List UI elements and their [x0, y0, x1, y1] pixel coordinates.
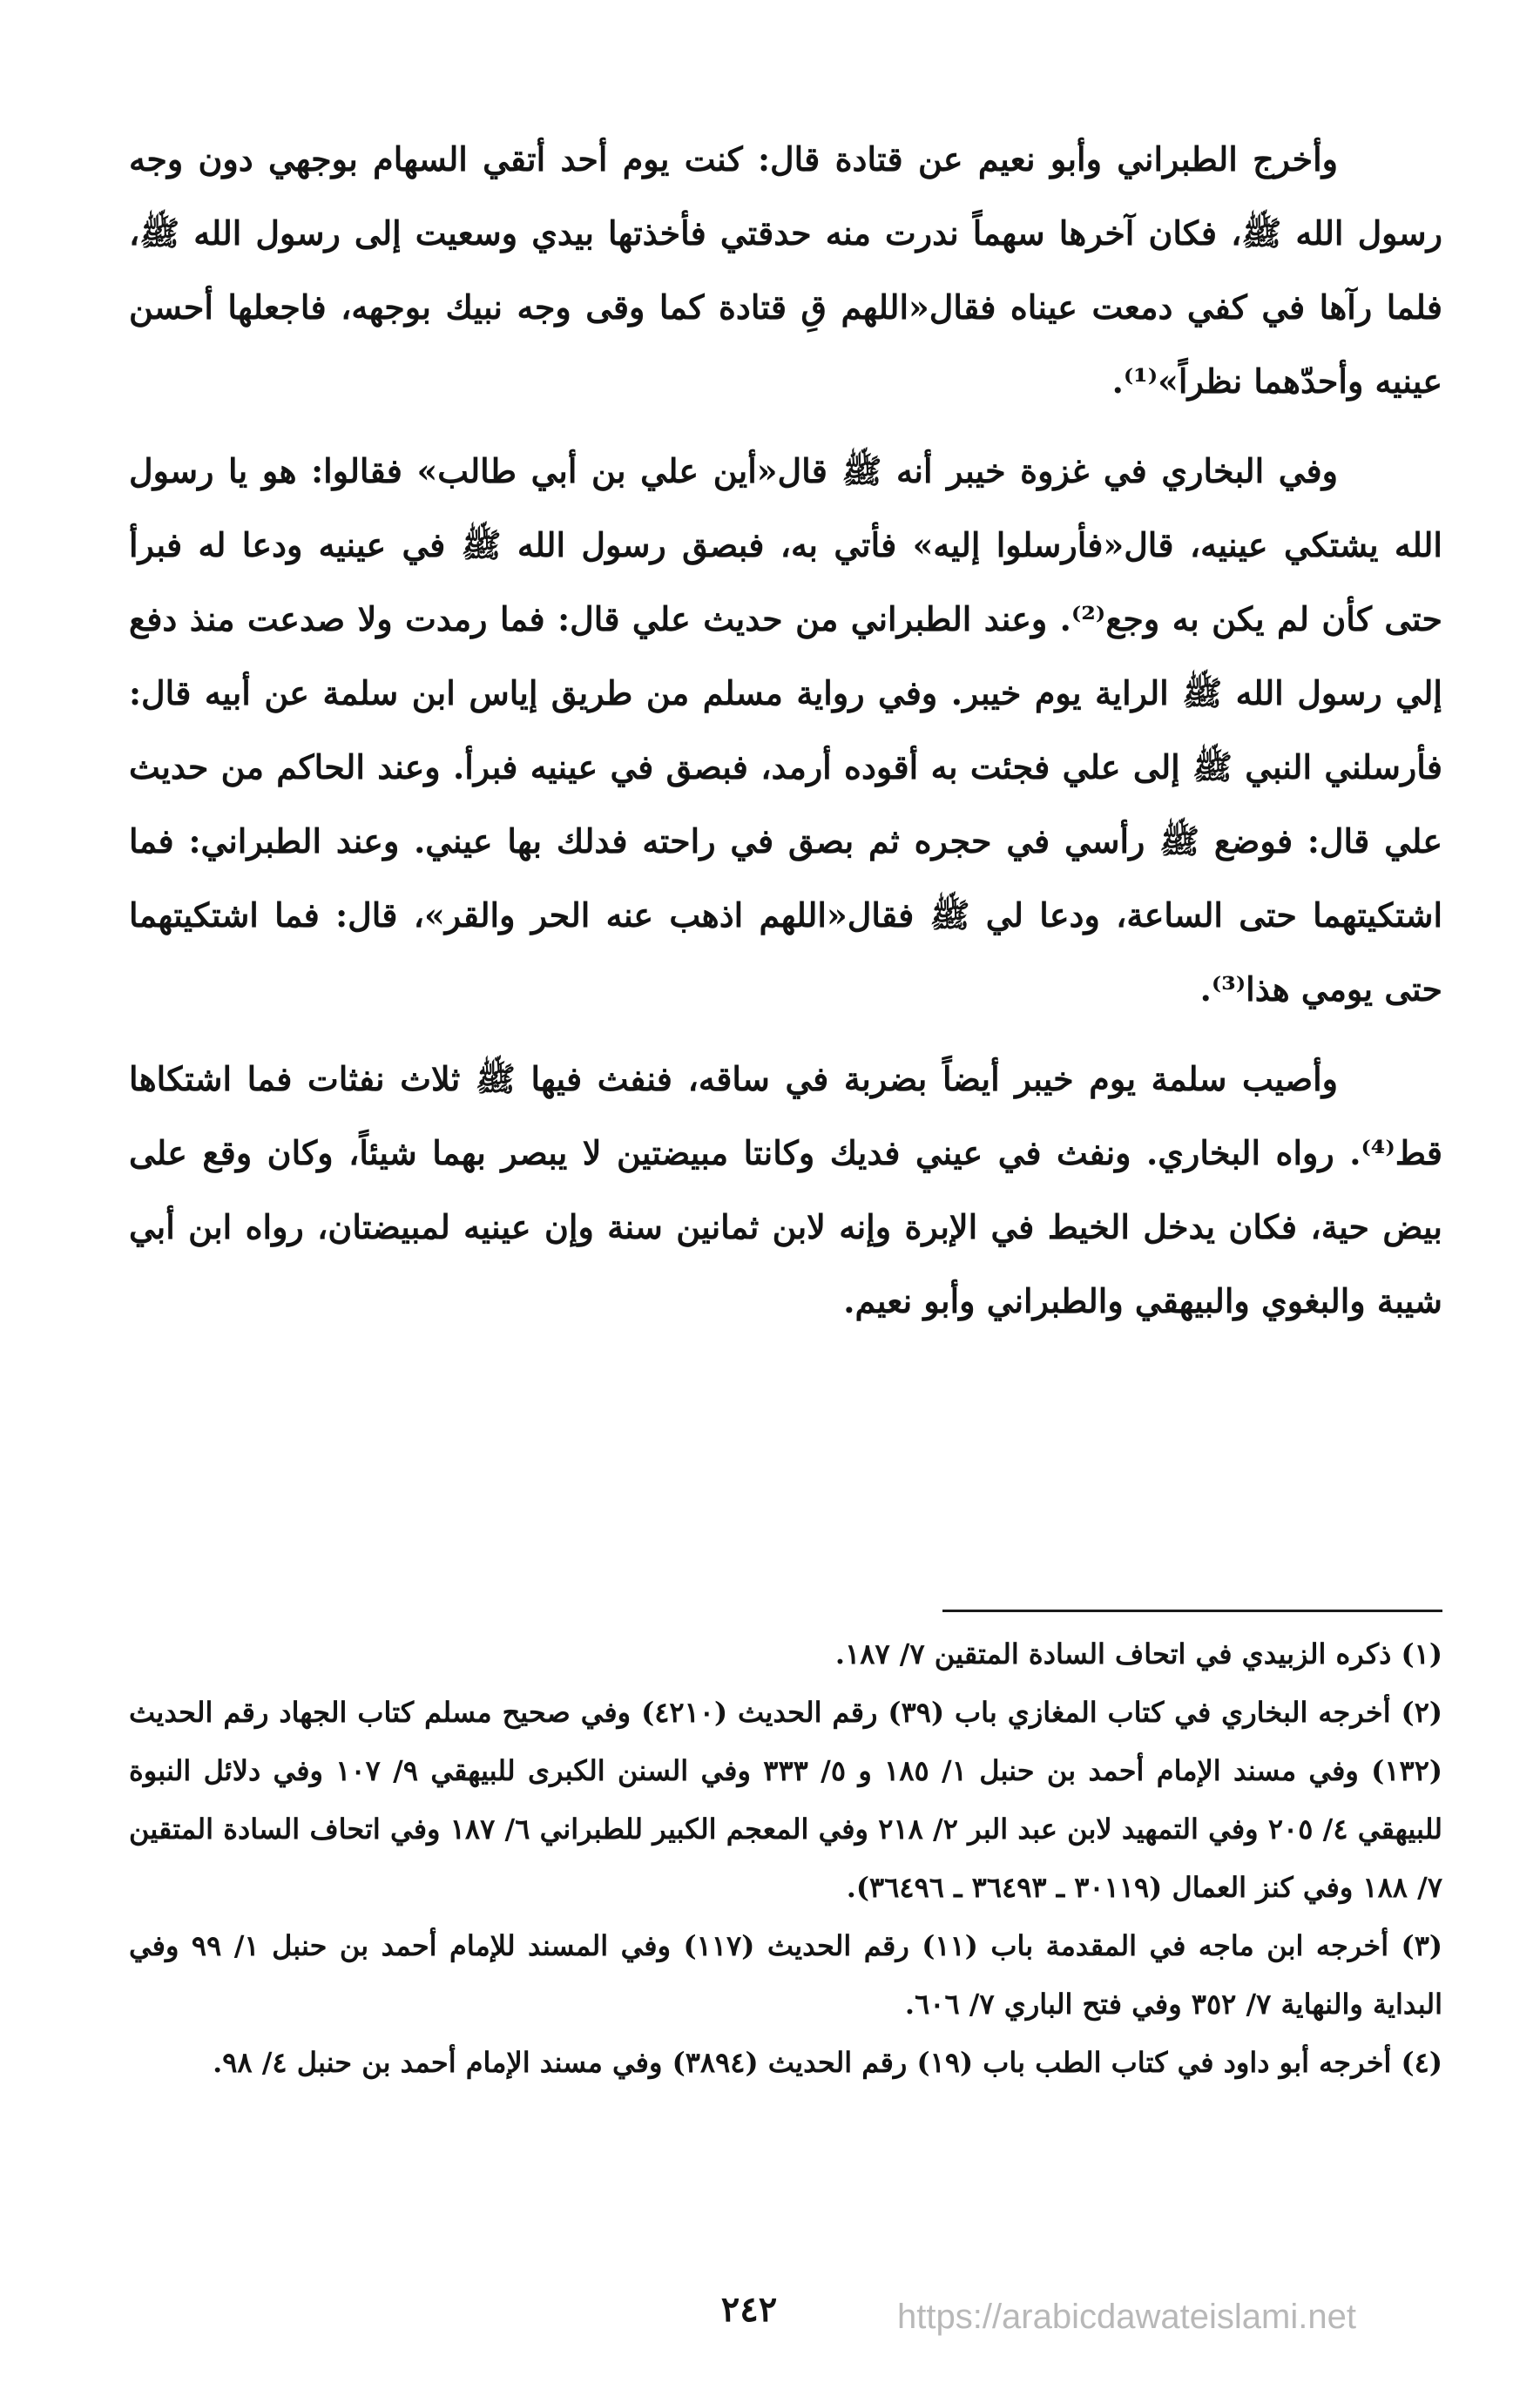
page-number: ٢٤٢ — [720, 2289, 778, 2330]
footnote-3: (٣) أخرجه ابن ماجه في المقدمة باب (١١) رقم الحديث (١١٧) وفي المسند للإمام أحمد بن حنبل ١/ ٩٩ وفي البداية والنهاية ٧/ ٣٥٢ وفي فتح الباري ٧/ ٦٠٦. — [129, 1929, 1443, 2021]
main-text — [129, 122, 1442, 1353]
footnote-1: (١) ذكره الزبيدي في اتحاف السادة المتقين ٧/ ١٨٧. — [834, 1637, 1442, 1671]
footnotes — [129, 1625, 1442, 2092]
paragraph-salama: وأصيب سلمة يوم خيبر أيضاً بضربة في ساقه، فنفث فيها ﷺ ثلاث نفثات فما اشتكاها قط⁽⁴⁾. رواه البخاري. ونفث في عيني فديك وكانتا مبيضتين لا يبصر بهما شيئاً، وكان وقع على بيض حية، فكان يدخل الخيط في الإبرة وإنه لابن ثمانين سنة وإن عينيه لمبيضتان، رواه ابن أبي شيبة والبغوي والبيهقي والطبراني وأبو نعيم. — [129, 1059, 1442, 1320]
paragraph-qatada: وأخرج الطبراني وأبو نعيم عن قتادة قال: كنت يوم أحد أتقي السهام بوجهي دون وجه رسول الله ﷺ، فكان آخرها سهماً ندرت منه حدقتي فأخذتها بيدي وسعيت إلى رسول الله ﷺ، فلما رآها في كفي دمعت عيناه فقال«اللهم قِ قتادة كما وقى وجه نبيك بوجهه، فاجعلها أحسن عينيه وأحدّهما نظراً»⁽¹⁾. — [129, 139, 1442, 401]
footnote-4: (٤) أخرجه أبو داود في كتاب الطب باب (١٩) رقم الحديث (٣٨٩٤) وفي مسند الإمام أحمد بن حنبل ٤/ ٩٨. — [213, 2046, 1442, 2079]
paragraph-khaybar-ali: وفي البخاري في غزوة خيبر أنه ﷺ قال«أين علي بن أبي طالب» فقالوا: هو يا رسول الله يشتكي عينيه، قال«فأرسلوا إليه» فأتي به، فبصق رسول الله ﷺ في عينيه ودعا له فبرأ حتى كأن لم يكن به وجع⁽²⁾. وعند الطبراني من حديث علي قال: فما رمدت ولا صدعت منذ دفع إلي رسول الله ﷺ الراية يوم خيبر. وفي رواية مسلم من طريق إياس ابن سلمة عن أبيه قال: فأرسلني النبي ﷺ إلى علي فجئت به أقوده أرمد، فبصق في عينيه فبرأ. وعند الحاكم من حديث علي قال: فوضع ﷺ رأسي في حجره ثم بصق في راحته فدلك بها عيني. وعند الطبراني: فما اشتكيتهما حتى الساعة، ودعا لي ﷺ فقال«اللهم اذهب عنه الحر والقر»، قال: فما اشتكيتهما حتى يومي هذا⁽³⁾. — [129, 451, 1443, 1009]
footnote-2: (٢) أخرجه البخاري في كتاب المغازي باب (٣٩) رقم الحديث (٤٢١٠) وفي صحيح مسلم كتاب الجهاد رقم الحديث (١٣٢) وفي مسند الإمام أحمد بن حنبل ١/ ١٨٥ و ٥/ ٣٣٣ وفي السنن الكبرى للبيهقي ٩/ ١٠٧ وفي دلائل النبوة للبيهقي ٤/ ٢٠٥ وفي التمهيد لابن عبد البر ٢/ ٢١٨ وفي المعجم الكبير للطبراني ٦/ ١٨٧ وفي اتحاف السادة المتقين ٧/ ١٨٨ وفي كنز العمال (٣٠١١٩ ـ ٣٦٤٩٣ ـ ٣٦٤٩٦). — [129, 1696, 1443, 1904]
footnote-divider — [942, 1610, 1442, 1612]
watermark-url: https://arabicdawateislami.net — [897, 2298, 1356, 2336]
